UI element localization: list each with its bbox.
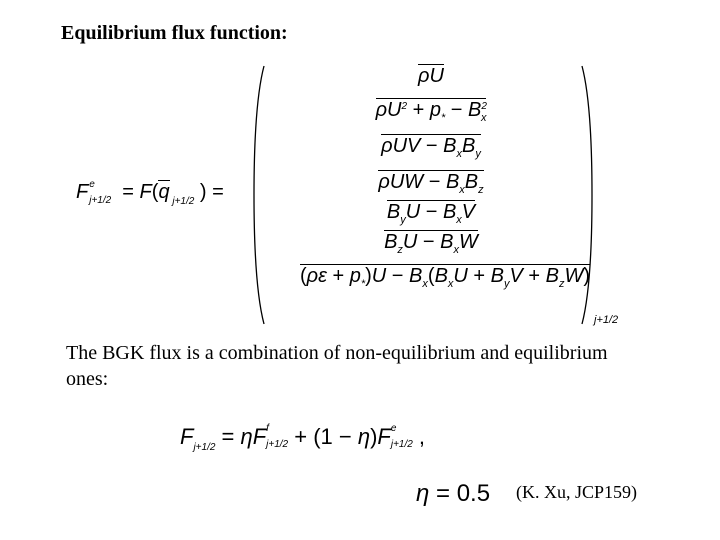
- matrix-row-4: $\rho UW - B_xB_z$: [378, 171, 484, 196]
- bgk-flux-equation: $F_{j+1/2} = \eta Ff$ j+1/2 + (1 − η)Fe j+1/2 ,: [180, 423, 426, 453]
- matrix-row-3: $\rho UV - B_xB_y$: [381, 135, 481, 160]
- matrix-row-1: ρU: [418, 65, 444, 87]
- eta-value: 0.5: [456, 480, 491, 507]
- bgk-description: The BGK flux is a combination of non-equilibrium and equilibrium ones:: [66, 342, 608, 390]
- equilibrium-flux-lhs: Fe j+1/2 = F(q $_{j+1/2}$ ) =: [76, 179, 224, 207]
- matrix-row-7: $(\rho\varepsilon + p_*)U - B_x(B_xU + B_yV + B_zW)$: [300, 265, 591, 290]
- matrix-subscript: j+1/2: [594, 314, 619, 326]
- matrix-row-2: $\rho U^2 + p_* - B^2_x$: [375, 99, 487, 124]
- matrix-row-6: $B_zU - B_xW$: [384, 231, 478, 256]
- eta-equation: η = 0.5: [416, 480, 491, 507]
- citation: (K. Xu, JCP159): [516, 482, 638, 502]
- matrix-row-5: $B_yU - B_xV$: [386, 201, 476, 226]
- slide-title: Equilibrium flux function:: [61, 22, 288, 44]
- left-parenthesis: [250, 64, 270, 326]
